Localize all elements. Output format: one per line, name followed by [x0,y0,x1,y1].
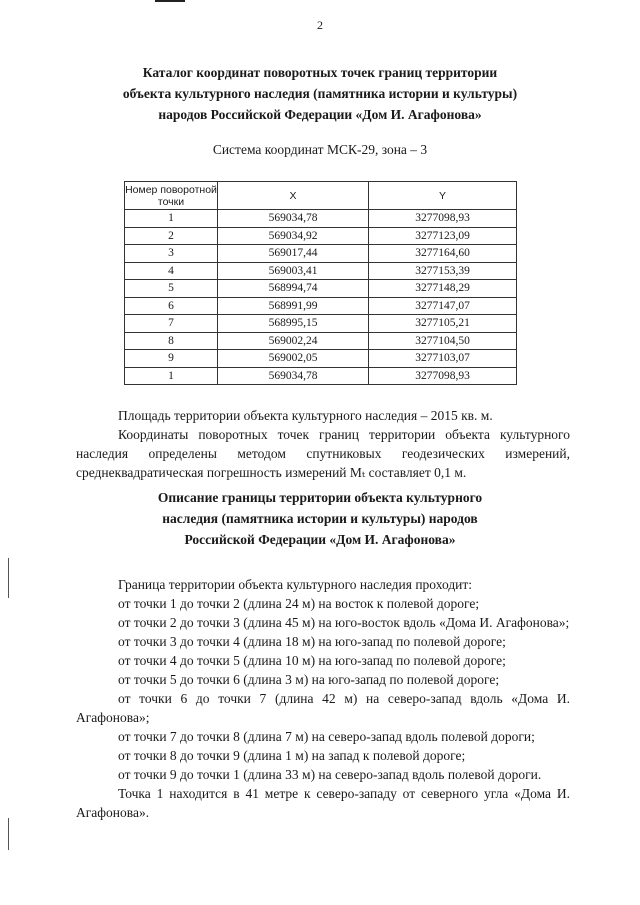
description-title-line: Описание границы территории объекта культурного [157,490,483,505]
boundary-description [76,575,570,822]
point-number-cell: 3 [125,245,218,263]
description-line: от точки 6 до точки 7 (длина 42 м) на северо-запад вдоль «Дома И. Агафонова»; [76,691,570,725]
y-cell: 3277153,39 [369,262,517,280]
coordinate-system: Система координат МСК-29, зона – 3 [212,142,428,157]
y-cell: 3277098,93 [369,367,517,385]
point-number-cell: 1 [125,210,218,228]
scan-top-mark [155,0,185,2]
description-line: от точки 7 до точки 8 (длина 7 м) на северо-запад вдоль полевой дороги; [118,729,535,744]
y-cell: 3277123,09 [369,227,517,245]
accuracy-paragraph: Координаты поворотных точек границ территории объекта культурного наследия определены методом спутниковых геодезических измерений, среднеквадратическая погрешность измерений Mₜ составляет 0,1 м. [76,427,570,480]
point-number-cell: 9 [125,350,218,368]
description-line: Точка 1 находится в 41 метре к северо-западу от северного угла «Дома И. Агафонова». [76,786,570,820]
y-cell: 3277105,21 [369,315,517,333]
description-line: от точки 3 до точки 4 (длина 18 м) на юго-запад по полевой дороге; [118,634,506,649]
y-cell: 3277098,93 [369,210,517,228]
description-line: от точки 5 до точки 6 (длина 3 м) на юго-запад по полевой дороге; [118,672,500,687]
area-paragraph: Площадь территории объекта культурного наследия – 2015 кв. м. [118,408,493,423]
point-number-cell: 7 [125,315,218,333]
x-cell: 569017,44 [218,245,369,263]
point-number-cell: 1 [125,367,218,385]
point-number-cell: 8 [125,332,218,350]
x-cell: 569002,24 [218,332,369,350]
scan-edge-mark [8,818,9,850]
description-title [70,487,570,550]
description-line: от точки 8 до точки 9 (длина 1 м) на запад к полевой дороге; [118,748,466,763]
point-number-cell: 2 [125,227,218,245]
table-row [125,280,517,298]
table-row [125,315,517,333]
coordinates-table [124,181,517,385]
y-cell: 3277104,50 [369,332,517,350]
table-row [125,367,517,385]
table-row [125,245,517,263]
area-accuracy-block [76,406,570,482]
scan-edge-mark [8,558,9,598]
x-cell: 569034,78 [218,210,369,228]
description-title-line: Российской Федерации «Дом И. Агафонова» [184,532,456,547]
header-point-number: Номер поворотной точки [125,183,217,208]
y-cell: 3277147,07 [369,297,517,315]
table-row [125,210,517,228]
point-number-cell: 4 [125,262,218,280]
point-number-cell: 5 [125,280,218,298]
catalog-title-line: народов Российской Федерации «Дом И. Агафонова» [158,107,482,122]
x-cell: 569034,92 [218,227,369,245]
description-line: от точки 1 до точки 2 (длина 24 м) на восток к полевой дороге; [118,596,480,611]
description-title-line: наследия (памятника истории и культуры) народов [162,511,478,526]
page-number: 2 [317,18,323,32]
description-line: от точки 4 до точки 5 (длина 10 м) на юго-запад по полевой дороге; [118,653,506,668]
table-header-row [125,182,517,210]
x-cell: 568991,99 [218,297,369,315]
header-x: X [218,182,369,210]
point-number-cell: 6 [125,297,218,315]
table-row [125,262,517,280]
description-line: Граница территории объекта культурного наследия проходит: [118,577,473,592]
x-cell: 569003,41 [218,262,369,280]
header-y: Y [369,182,517,210]
x-cell: 568995,15 [218,315,369,333]
description-line: от точки 9 до точки 1 (длина 33 м) на северо-запад вдоль полевой дороги. [118,767,542,782]
y-cell: 3277103,07 [369,350,517,368]
table-row [125,332,517,350]
y-cell: 3277164,60 [369,245,517,263]
catalog-title-line: Каталог координат поворотных точек границ территории [142,65,498,80]
x-cell: 569034,78 [218,367,369,385]
table-row [125,297,517,315]
table-row [125,227,517,245]
table-row [125,350,517,368]
x-cell: 568994,74 [218,280,369,298]
x-cell: 569002,05 [218,350,369,368]
catalog-title [70,62,570,125]
catalog-title-line: объекта культурного наследия (памятника истории и культуры) [122,86,518,101]
y-cell: 3277148,29 [369,280,517,298]
description-line: от точки 2 до точки 3 (длина 45 м) на юго-восток вдоль «Дома И. Агафонова»; [118,615,570,630]
